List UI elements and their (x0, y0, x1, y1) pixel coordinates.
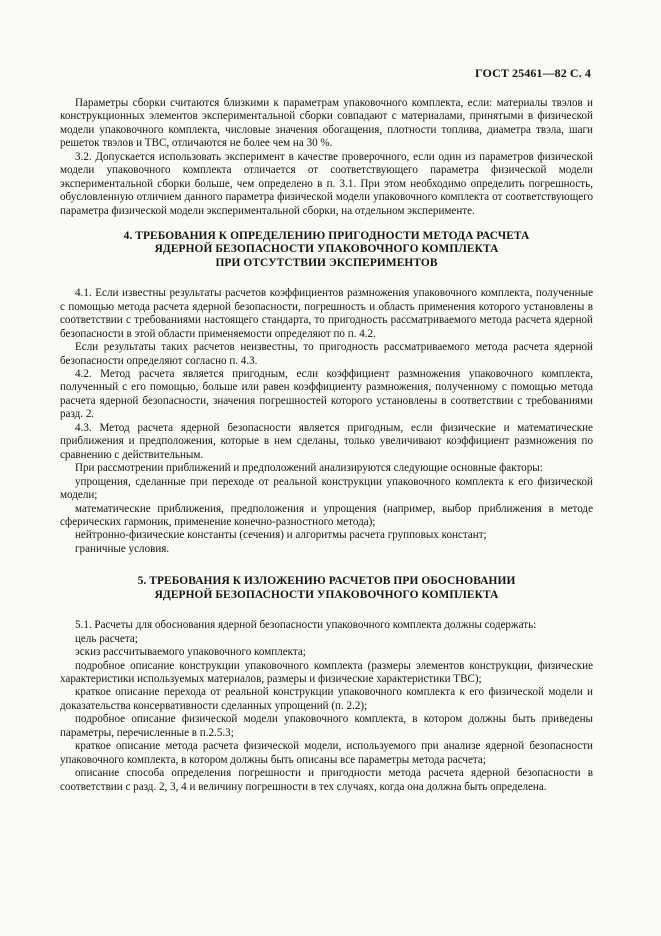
document-body (60, 97, 593, 794)
list-item: математические приближения, предположения и упрощения (например, выбор приближения в методе сферических гармоник, применение конечно-разностного метода); (60, 502, 593, 528)
paragraph: Если результаты таких расчетов неизвестны, то пригодность рассматриваемого метода расчета ядерной безопасности определяют согласно п. 4.3. (60, 341, 593, 367)
list-item: краткое описание метода расчета физической модели, используемого при анализе ядерной безопасности упаковочного комплекта, в котором должны быть описаны все параметры метода расчета; (60, 740, 593, 766)
list-item: цель расчета; (75, 632, 138, 645)
heading-line: ПРИ ОТСУТСТВИИ ЭКСПЕРИМЕНТОВ (215, 256, 438, 269)
paragraph: Параметры сборки считаются близкими к параметрам упаковочного комплекта, если: материалы твэлов и конструкционных элементов экспериментальной сборки совпадают с материалами, принятыми в физической модели упаковочного комплекта, числовые значения обогащения, плотности топлива, диаметра твэла, шаги решеток твэлов и ТВС, отличаются не более чем на 30 %. (60, 97, 593, 150)
paragraph: 4.2. Метод расчета является пригодным, если коэффициент размножения упаковочного комплекта, полученный с его помощью, больше или равен коэффициенту размножения, полученному с помощью метода расчета ядерной безопасности, значения погрешностей которого установлены в соответствии с требованиями разд. 2. (60, 368, 593, 421)
list-item: нейтронно-физические константы (сечения) и алгоритмы расчета групповых констант; (75, 529, 487, 542)
paragraph: 5.1. Расчеты для обоснования ядерной безопасности упаковочного комплекта должны содержать: (75, 619, 537, 632)
list-item: подробное описание конструкции упаковочного комплекта (размеры элементов конструкции, физические характеристики используемых материалов, размеры и физические характеристики ТВС); (60, 659, 593, 685)
list-item: подробное описание физической модели упаковочного комплекта, в котором должны быть приведены параметры, перечисленные в п.2.5.3; (60, 713, 593, 739)
list-item: эскиз рассчитываемого упаковочного комплекта; (75, 646, 306, 659)
section-5-heading (60, 575, 593, 602)
paragraph: 4.3. Метод расчета ядерной безопасности является пригодным, если физические и математические приближения и предположения, которые в нем сделаны, только увеличивают коэффициент размножения по сравнению с действительным. (60, 421, 593, 461)
paragraph: 3.2. Допускается использовать эксперимент в качестве проверочного, если один из параметров физической модели упаковочного комплекта отличается от соответствующего параметра физической модели экспериментальной сборки больше, чем определено в п. 3.1. При этом необходимо определить погрешность, обусловленную отличием данного параметра физической модели упаковочного комплекта от соответствующего параметра физической модели экспериментальной сборки, на отдельном эксперименте. (60, 150, 593, 217)
heading-line: 5. ТРЕБОВАНИЯ К ИЗЛОЖЕНИЮ РАСЧЕТОВ ПРИ ОБОСНОВАНИИ (137, 575, 516, 588)
heading-line: ЯДЕРНОЙ БЕЗОПАСНОСТИ УПАКОВОЧНОГО КОМПЛЕКТА (154, 588, 499, 601)
list-item: граничные условия. (75, 542, 170, 555)
page-header: ГОСТ 25461—82 С. 4 (475, 66, 591, 80)
heading-line: 4. ТРЕБОВАНИЯ К ОПРЕДЕЛЕНИЮ ПРИГОДНОСТИ МЕТОДА РАСЧЕТА (123, 230, 530, 243)
list-item: упрощения, сделанные при переходе от реальной конструкции упаковочного комплекта к его физической модели; (60, 475, 593, 502)
paragraph: При рассмотрении приближений и предположений анализируются следующие основные факторы: (75, 462, 543, 475)
section-4-heading (60, 230, 593, 270)
list-item: краткое описание перехода от реальной конструкции упаковочного комплекта к его физической модели и доказательства консервативности сделанных упрощений (п. 2.2); (60, 686, 593, 712)
paragraph: 4.1. Если известны результаты расчетов коэффициентов размножения упаковочного комплекта, полученные с помощью метода расчета ядерной безопасности, погрешность и область применения которого установлены в соответствии с требованиями настоящего стандарта, то пригодность рассматриваемого метода расчета ядерной безопасности в этой области применяемости определяют по п. 4.2. (60, 287, 593, 340)
list-item: описание способа определения погрешности и пригодности метода расчета ядерной безопасности в соответствии с разд. 2, 3, 4 и величину погрешности в тех случаях, когда она должна быть определена. (60, 767, 593, 793)
heading-line: ЯДЕРНОЙ БЕЗОПАСНОСТИ УПАКОВОЧНОГО КОМПЛЕКТА (154, 243, 499, 256)
